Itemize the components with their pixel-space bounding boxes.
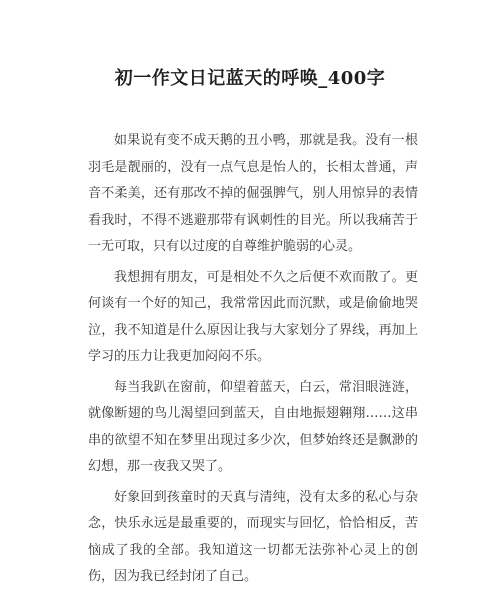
paragraph-1: 如果说有变不成天鹅的丑小鸭，那就是我。没有一根羽毛是靓丽的，没有一点气息是怡人的，长相太普通，声音不柔美，还有那改不掉的倔强脾气，别人用惊异的表情看我时，不得不逃避那带有讽刺性的目光。所以我痛苦于一无可取，只有以过度的自尊维护脆弱的心灵。 <box>88 133 418 254</box>
document-body <box>88 128 418 595</box>
paragraph-4: 好象回到孩童时的天真与清纯，没有太多的私心与杂念，快乐永远是最重要的，而现实与回忆，恰恰相反，苦恼成了我的全部。我知道这一切都无法弥补心灵上的创伤，因为我已经封闭了自己。 <box>88 489 418 584</box>
document-title: 初一作文日记蓝天的呼唤_400字 <box>114 68 386 89</box>
paragraph-3: 每当我趴在窗前，仰望着蓝天，白云，常泪眼涟涟，就像断翅的鸟儿渴望回到蓝天，自由地振翅翱翔……这串串的欲望不知在梦里出现过多少次，但梦始终还是飘渺的幻想，那一夜我又哭了。 <box>88 379 418 474</box>
paragraph-2: 我想拥有朋友，可是相处不久之后便不欢而散了。更何谈有一个好的知己，我常常因此而沉默，或是偷偷地哭泣，我不知道是什么原因让我与大家划分了界线，再加上学习的压力让我更加闷闷不乐。 <box>88 269 418 364</box>
